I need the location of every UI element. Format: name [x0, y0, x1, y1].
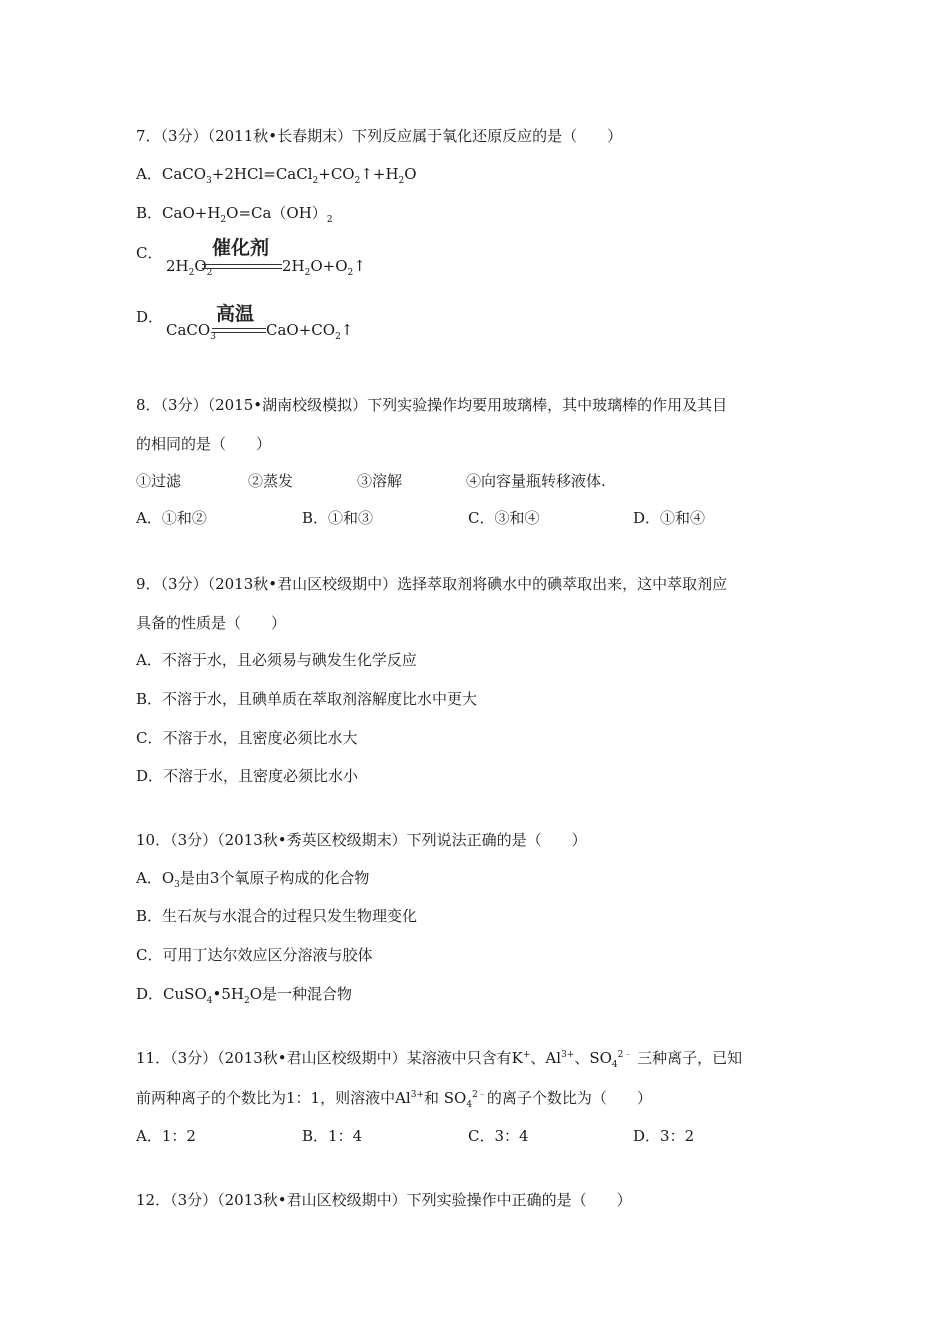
q7-d-equals-line: [212, 328, 266, 333]
q8-stem-line1: 8．（3分）（2015•湖南校级模拟）下列实验操作均要用玻璃棒，其中玻璃棒的作用及其目: [136, 396, 728, 414]
q9-stem-line2: 具备的性质是（ ）: [136, 614, 287, 632]
q8-option-a: A．①和②: [136, 509, 207, 527]
q9-option-d: D．不溶于水，且密度必须比水小: [136, 767, 359, 785]
q8-item-4: ④向容量瓶转移液体.: [466, 472, 606, 490]
q7-d-condition: 高温: [216, 303, 255, 325]
q7-option-d-label: D．: [136, 308, 164, 326]
q9-stem-line1: 9．（3分）（2013秋•君山区校级期中）选择萃取剂将碘水中的碘萃取出来，这中萃取剂应: [136, 575, 728, 593]
q7-stem: 7．（3分）（2011秋•长春期末）下列反应属于氧化还原反应的是（ ）: [136, 127, 623, 145]
q8-stem-line2: 的相同的是（ ）: [136, 435, 272, 453]
q8-item-1: ①过滤: [136, 472, 182, 490]
q7-c-product: $2H_2O+O_2↑$: [282, 257, 366, 278]
q10-option-a: A．$O_3$是由3个氧原子构成的化合物: [136, 869, 370, 890]
q11-option-a: A．1：2: [136, 1127, 196, 1145]
q7-c-reactant: $2H_2O_2$: [166, 257, 213, 278]
q9-option-b: B．不溶于水，且碘单质在萃取剂溶解度比水中更大: [136, 690, 478, 708]
q8-item-3: ③溶解: [357, 472, 403, 490]
q7-option-c-label: C．: [136, 244, 163, 262]
q8-option-c: C．③和④: [468, 509, 540, 527]
q9-option-c: C．不溶于水，且密度必须比水大: [136, 729, 358, 747]
q11-stem-line2: 前两种离子的个数比为1：1，则溶液中$Al^{3+}$和 $SO_4^{2﹣}$的离子个数比为（ ）: [136, 1089, 652, 1110]
q10-option-c: C．可用丁达尔效应区分溶液与胶体: [136, 946, 373, 964]
q8-item-2: ②蒸发: [248, 472, 294, 490]
q12-stem: 12．（3分）（2013秋•君山区校级期中）下列实验操作中正确的是（ ）: [136, 1191, 632, 1209]
q10-option-d: D．$CuSO_4•5H_2O$是一种混合物: [136, 985, 353, 1006]
q7-c-equals-line: [202, 264, 282, 269]
q10-stem: 10．（3分）（2013秋•秀英区校级期末）下列说法正确的是（ ）: [136, 831, 587, 849]
q11-option-b: B．1：4: [302, 1127, 363, 1145]
q8-option-d: D．①和④: [633, 509, 706, 527]
q9-option-a: A．不溶于水，且必须易与碘发生化学反应: [136, 651, 417, 669]
q11-option-d: D．3：2: [633, 1127, 695, 1145]
q7-option-a: A．$CaCO_3+2HCl=CaCl_2+CO_2↑+H_2O$: [136, 165, 417, 186]
q11-stem-line1: 11．（3分）（2013秋•君山区校级期中）某溶液中只含有K+、$Al^{3+}$、$SO_4^{2﹣}$ 三种离子，已知: [136, 1049, 743, 1070]
q7-c-condition: 催化剂: [212, 237, 270, 259]
q7-d-product: $CaO+CO_2↑$: [266, 321, 354, 342]
q11-option-c: C．3：4: [468, 1127, 529, 1145]
q7-option-b: B．$CaO+H_2O=Ca(OH)_2$: [136, 204, 333, 225]
q7-d-reactant: CaCO$_3$: [166, 321, 216, 342]
q8-option-b: B．①和③: [302, 509, 374, 527]
q10-option-b: B．生石灰与水混合的过程只发生物理变化: [136, 907, 418, 925]
